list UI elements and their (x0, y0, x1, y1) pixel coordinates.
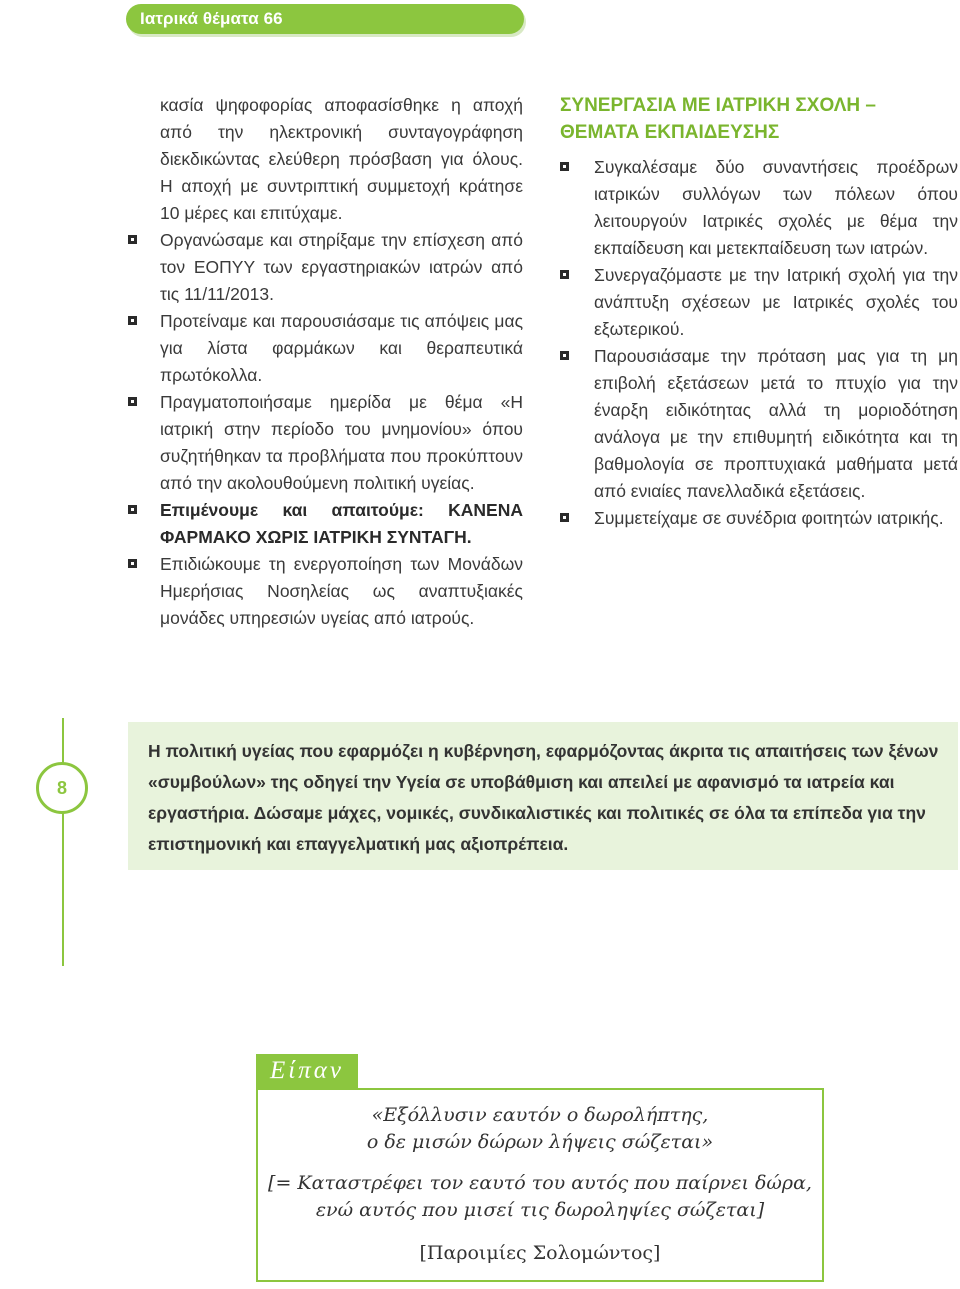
section-title-line: ΣΥΝΕΡΓΑΣΙΑ ΜΕ ΙΑΤΡΙΚΗ ΣΧΟΛΗ – (560, 95, 876, 116)
callout-box (128, 722, 958, 870)
quote-label: Είπαν (256, 1054, 358, 1088)
quote-translation (258, 1170, 822, 1224)
square-bullet-icon (560, 270, 569, 279)
list-item (594, 505, 958, 532)
list-item (160, 308, 523, 389)
section-title (560, 92, 958, 146)
quote-original (258, 1102, 822, 1156)
square-bullet-icon (128, 235, 137, 244)
left-column (160, 92, 523, 632)
side-divider-line (62, 718, 64, 966)
square-bullet-icon (128, 505, 137, 514)
list-item-text: Πραγματοποιήσαμε ημερίδα με θέμα «Η ιατρική στην περίοδο του μνημονίου» όπου συζητήθηκαν τα προβλήματα που προκύπτουν από την ακολουθούμενη πολιτική υγείας. (160, 392, 523, 493)
list-item (160, 389, 523, 497)
list-item (160, 551, 523, 632)
list-item-text: Συνεργαζόμαστε με την Ιατρική σχολή για την ανάπτυξη σχέσεων με Ιατρικές σχολές του εξωτερικού. (594, 265, 958, 339)
list-item-text: Επιμένουμε και απαιτούμε: ΚΑΝΕΝΑ ΦΑΡΜΑΚΟ ΧΩΡΙΣ ΙΑΤΡΙΚΗ ΣΥΝΤΑΓΗ. (160, 500, 523, 547)
list-item-text: Συγκαλέσαμε δύο συναντήσεις προέδρων ιατρικών συλλόγων των πόλεων όπου λειτουργούν Ιατρικές σχολές με θέμα την εκπαίδευση και μετεκπαίδευση των ιατρών. (594, 157, 958, 258)
list-item-text: Συμμετείχαμε σε συνέδρια φοιτητών ιατρικής. (594, 508, 944, 528)
quote-line: ενώ αυτός που μισεί τις δωροληψίες σώζεται] (315, 1199, 765, 1221)
page-number: 8 (36, 762, 88, 814)
list-item (594, 343, 958, 505)
list-item (160, 227, 523, 308)
list-item-text: Προτείναμε και παρουσιάσαμε τις απόψεις μας για λίστα φαρμάκων και θεραπευτικά πρωτόκολλα. (160, 311, 523, 385)
quote-line: [= Καταστρέφει τον εαυτό του αυτός που παίρνει δώρα, (268, 1172, 812, 1194)
quote-line: «Εξόλλυσιν εαυτόν ο δωρολήπτης, (371, 1104, 709, 1126)
list-item-text: Παρουσιάσαμε την πρόταση μας για τη μη επιβολή εξετάσεων μετά το πτυχίο για την έναρξη ειδικότητας αλλά τη μοριοδότηση ανάλογα με την επιθυμητή ειδικότητα και τη βαθμολογία σε προπτυχιακά μαθήματα μετά από ενιαίες πανελλαδικά εξετάσεις. (594, 346, 958, 501)
header-title: Ιατρικά θέματα 66 (140, 9, 283, 28)
square-bullet-icon (560, 162, 569, 171)
square-bullet-icon (128, 397, 137, 406)
list-item-text: Οργανώσαμε και στηρίξαμε την επίσχεση από τον ΕΟΠΥΥ των εργαστηριακών ιατρών από τις 11/11/2013. (160, 230, 523, 304)
quote-box (256, 1088, 824, 1282)
square-bullet-icon (128, 559, 137, 568)
square-bullet-icon (560, 513, 569, 522)
quote-line: ο δε μισών δώρων λήψεις σώζεται» (366, 1131, 714, 1153)
header-banner (126, 4, 524, 34)
square-bullet-icon (128, 316, 137, 325)
quote-source: [Παροιμίες Σολομώντος] (419, 1242, 661, 1264)
right-column (560, 92, 958, 532)
square-bullet-icon (560, 351, 569, 360)
list-item (594, 262, 958, 343)
list-item-emphasis (160, 497, 523, 551)
callout-text: Η πολιτική υγείας που εφαρμόζει η κυβέρνηση, εφαρμόζοντας άκριτα τις απαιτήσεις των ξένων «συμβούλων» της οδηγεί την Υγεία σε υποβάθμιση και απειλεί με αφανισμό τα ιατρεία και εργαστήρια. Δώσαμε μάχες, νομικές, συνδικαλιστικές και πολιτικές σε όλα τα επίπεδα για την επιστημονική και επαγγελματική μας αξιοπρέπεια. (148, 741, 939, 854)
section-title-line: ΘΕΜΑΤΑ ΕΚΠΑΙΔΕΥΣΗΣ (560, 122, 780, 143)
intro-paragraph: κασία ψηφοφορίας αποφασίσθηκε η αποχή από την ηλεκτρονική συνταγογράφηση διεκδικώντας ελεύθερη πρόσβαση για όλους. Η αποχή με συντριπτική συμμετοχή κράτησε 10 μέρες και επιτύχαμε. (160, 95, 523, 223)
list-item (594, 154, 958, 262)
list-item-text: Επιδιώκουμε τη ενεργοποίηση των Μονάδων Ημερήσιας Νοσηλείας ως αναπτυξιακές μονάδες υπηρεσιών υγείας από ιατρούς. (160, 554, 523, 628)
